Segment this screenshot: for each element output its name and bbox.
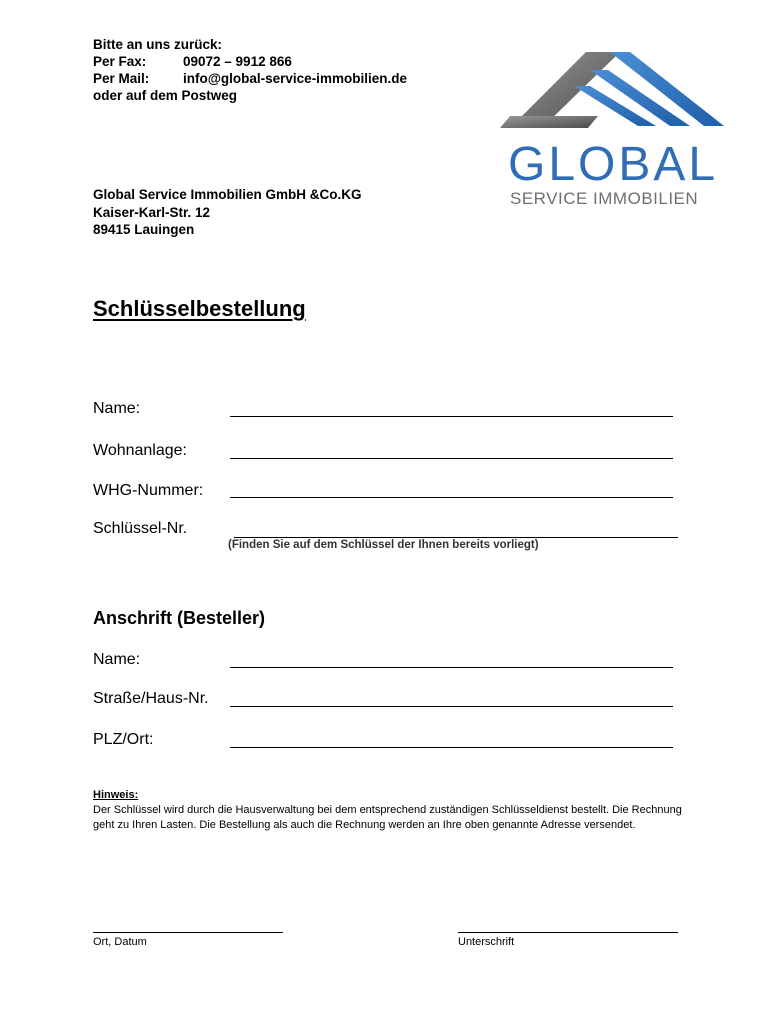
whg-nummer-field[interactable] <box>230 497 673 498</box>
company-city: 89415 Lauingen <box>93 222 195 237</box>
fax-row <box>93 53 407 70</box>
mail-label: Per Mail: <box>93 71 150 86</box>
field-label-orderer-name: Name: <box>93 651 141 668</box>
field-label-wohnanlage: Wohnanlage: <box>93 442 187 459</box>
notice-text: Der Schlüssel wird durch die Hausverwaltung bei dem entsprechend zuständigen Schlüsseldienst bestellt. Die Rechnung geht zu Ihren Lasten. Die Bestellung als auch die Rechnung werden an Ihre oben genannte Adresse versendet. <box>93 804 682 831</box>
wohnanlage-field[interactable] <box>230 458 673 459</box>
schluessel-nr-field[interactable] <box>234 537 678 538</box>
notice-title: Hinweis: <box>93 789 139 801</box>
global-logo <box>500 48 736 218</box>
orderer-name-field[interactable] <box>230 667 673 668</box>
mail-row <box>93 70 407 87</box>
company-name: Global Service Immobilien GmbH &Co.KG <box>93 187 362 202</box>
return-heading: Bitte an uns zurück: <box>93 37 223 52</box>
logo-subtitle: SERVICE IMMOBILIEN <box>510 189 699 208</box>
signature-line[interactable] <box>458 932 678 933</box>
signature-label: Unterschrift <box>458 936 515 948</box>
street-field[interactable] <box>230 706 673 707</box>
fax-number: 09072 – 9912 866 <box>183 54 292 69</box>
company-address <box>93 186 362 239</box>
field-label-street: Straße/Haus-Nr. <box>93 690 209 707</box>
date-signature-line[interactable] <box>93 932 283 933</box>
company-street: Kaiser-Karl-Str. 12 <box>93 204 211 220</box>
logo-roof-icon <box>500 48 736 218</box>
logo-wordmark: GLOBAL <box>508 138 719 191</box>
field-label-whg-nummer: WHG-Nummer: <box>93 482 204 499</box>
fax-label: Per Fax: <box>93 54 147 69</box>
date-signature-label: Ort, Datum <box>93 936 147 948</box>
name-field[interactable] <box>230 416 673 417</box>
mail-address: info@global-service-immobilien.de <box>183 71 407 86</box>
page-title: Schlüsselbestellung <box>93 296 306 321</box>
orderer-heading: Anschrift (Besteller) <box>93 608 266 628</box>
key-number-hint: (Finden Sie auf dem Schlüssel der Ihnen bereits vorliegt) <box>228 539 539 551</box>
post-note: oder auf dem Postweg <box>93 88 238 103</box>
field-label-schluessel-nr: Schlüssel-Nr. <box>93 520 188 537</box>
plz-ort-field[interactable] <box>230 747 673 748</box>
field-label-plz-ort: PLZ/Ort: <box>93 731 154 748</box>
contact-block <box>93 36 407 104</box>
field-label-name: Name: <box>93 400 141 417</box>
